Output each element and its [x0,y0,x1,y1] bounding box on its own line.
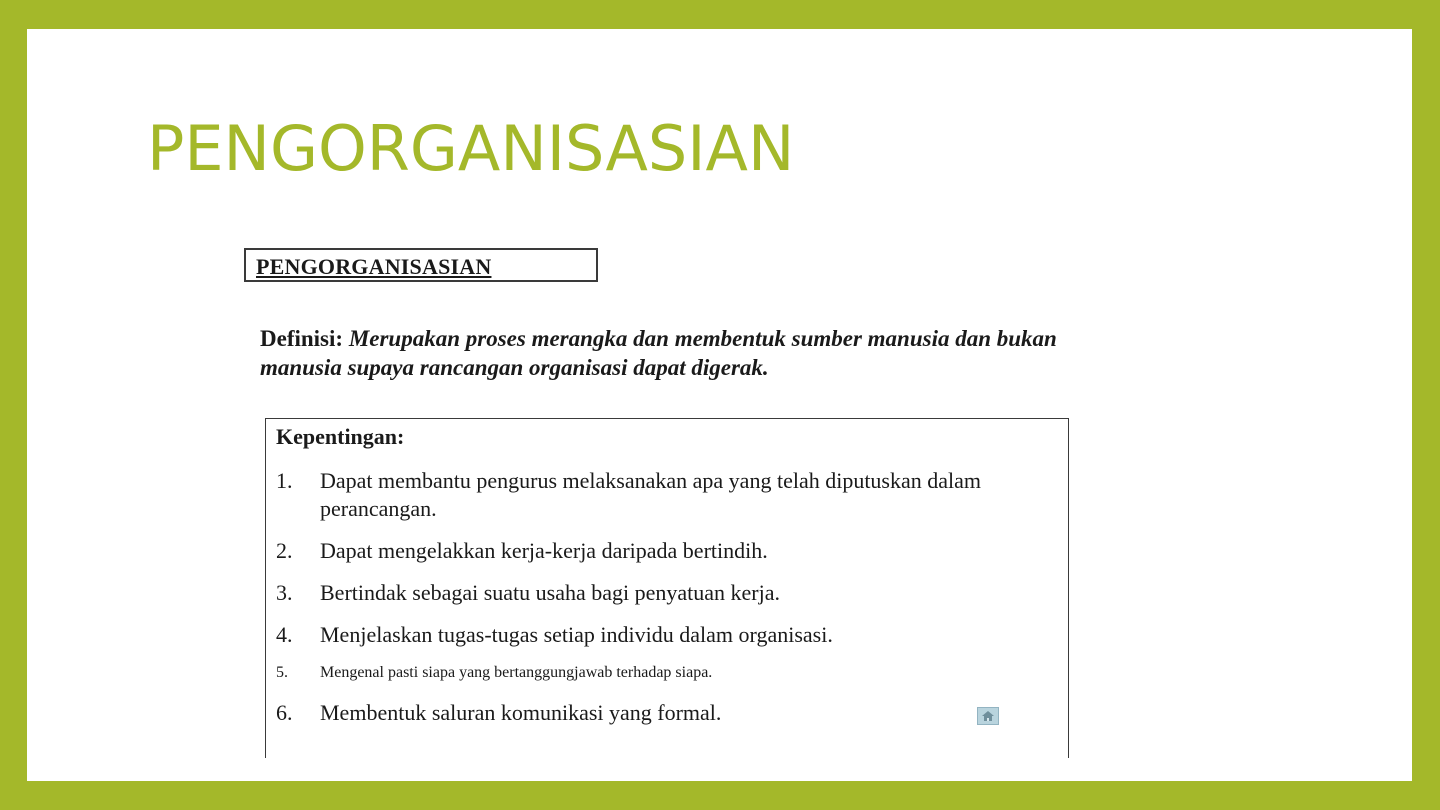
document-heading-box [244,248,598,282]
list-item-text: Bertindak sebagai suatu usaha bagi penyatuan kerja. [320,580,781,605]
list-item-number: 1. [276,468,293,493]
home-icon[interactable] [977,707,999,725]
list-item-number: 2. [276,538,293,563]
document-heading: PENGORGANISASIAN [256,254,492,279]
list-item-number: 4. [276,622,293,647]
slide-title: PENGORGANISASIAN [147,112,795,185]
list-item-number: 5. [276,664,288,681]
list-item-text: Dapat mengelakkan kerja-kerja daripada bertindih. [320,538,768,563]
definition-text: Merupakan proses merangka dan membentuk sumber manusia dan bukan manusia supaya rancangan organisasi dapat digerak. [260,326,1057,380]
list-item-number: 3. [276,580,293,605]
importance-box [265,418,1069,758]
list-item-text: Mengenal pasti siapa yang bertanggungjawab terhadap siapa. [320,664,713,681]
list-item-number: 6. [276,700,293,725]
list-item-text: Membentuk saluran komunikasi yang formal. [320,700,722,725]
slide [27,29,1412,781]
list-item-text: Dapat membantu pengurus melaksanakan apa yang telah diputuskan dalam perancangan. [320,468,982,521]
scanned-document [243,247,1103,747]
definition [260,324,1095,382]
definition-label: Definisi: [260,326,344,351]
list-item-text: Menjelaskan tugas-tugas setiap individu dalam organisasi. [320,622,833,647]
importance-heading: Kepentingan: [276,424,405,449]
